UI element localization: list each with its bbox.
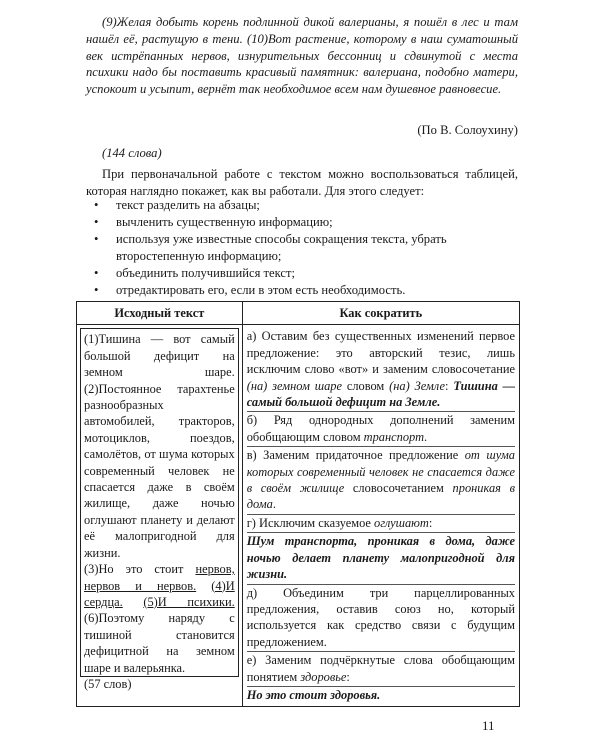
step-c-text: словосочетанием <box>344 481 453 496</box>
step-f-text: е) Заменим подчёркнутые слова обобщающим понятием <box>246 653 515 684</box>
step-text: вычленить существенную информацию; <box>116 215 333 229</box>
step-d-result: Шум транспорта, проникая в дома, даже ночью делает планету малопригодной для жизни. <box>247 533 515 584</box>
lead-paragraph: При первоначальной работе с текстом можно воспользоваться таблицей, которая наглядно покажет, как вы работали. Для этого следует: <box>86 167 518 198</box>
step-a-text: а) Оставим без существенных изменений первое предложение: это авторский тезис, лишь исключим слово «вот» и заменим словосочетание <box>246 329 515 377</box>
bullet-icon: • <box>94 215 99 229</box>
intro-paragraph: (9)Желая добыть корень подлинной дикой валерианы, я пошёл в лес и там нашёл её, растущую в тени. (10)Вот растение, которому в наш суматошный век истрёпанных нервов, изнурительных бессонниц и сдвинутой с места психики надо бы поставить красивый памятник: валериана, подобно матери, успокоит и усыпит, вернёт так необходимое всем нам душевное равновесие. <box>86 15 518 97</box>
source-word-count: (57 слов) <box>84 676 132 691</box>
step-text: текст разделить на абзацы; <box>116 198 260 212</box>
word-count: (144 слова) <box>102 146 162 160</box>
header-source-text: Исходный текст <box>77 302 243 325</box>
list-item <box>86 197 518 214</box>
step-a-text: словом <box>341 378 390 393</box>
step-f-em: здоровье <box>300 669 347 684</box>
step-b-text: б) Ряд однородных дополнений заменим обобщающим словом <box>246 413 515 444</box>
step-text: отредактировать его, если в этом есть необходимость. <box>116 283 406 297</box>
list-item <box>86 214 518 231</box>
step-a <box>247 328 515 412</box>
step-text: используя уже известные способы сокращения текста, убрать второстепенную информацию; <box>116 232 447 263</box>
step-f <box>247 652 515 687</box>
step-b-em: транспорт <box>363 429 425 444</box>
step-d-em: оглушают <box>374 515 429 530</box>
source-text-part-3: (6)Поэтому наряду с тишиной становится дефицитной на земном шаре и валерьянка. <box>84 611 235 675</box>
steps-list <box>86 197 518 299</box>
comparison-table <box>76 301 520 707</box>
step-a-em: (на) <box>246 378 268 393</box>
step-d-text: : <box>428 515 433 530</box>
bullet-icon: • <box>94 266 99 280</box>
bullet-icon: • <box>94 232 99 246</box>
header-how-to-shorten: Как сократить <box>242 302 519 325</box>
underlined-phrase: (5)И психики. <box>143 594 235 609</box>
bullet-icon: • <box>94 198 99 212</box>
step-a-result: Тишина — самый большой дефицит на Земле. <box>246 378 515 410</box>
step-a-text: : <box>445 378 454 393</box>
step-text: объединить получившийся текст; <box>116 266 296 280</box>
shorten-steps-box <box>243 325 519 706</box>
shorten-steps-cell <box>242 325 519 707</box>
source-text-part-1: (1)Тишина — вот самый большой дефицит на земном шаре. (2)Постоянное тарахтенье разнообразных автомобилей, тракторов, мотоциклов, поездов, самолётов, от шума которых современный человек не спасается даже в своём жилище, даже ночью оглушают планету и делают её малопригодной для жизни. <box>84 332 235 560</box>
step-d-text: г) Исключим сказуемое <box>246 515 375 530</box>
step-a-em: земном шаре <box>267 378 342 393</box>
list-item <box>86 265 518 282</box>
table-row <box>77 325 520 707</box>
page-number: 11 <box>482 718 495 733</box>
step-c-text: . <box>272 497 276 512</box>
step-a-em: Земле <box>409 378 446 393</box>
step-b <box>247 412 515 447</box>
step-c-em: проникая в дома <box>246 481 515 512</box>
list-item <box>86 231 518 265</box>
underlined-phrase: нервов, нервов и нервов. <box>84 562 235 593</box>
table-header-row <box>77 302 520 325</box>
step-b-text: . <box>424 429 428 444</box>
step-f-text: : <box>346 669 350 684</box>
source-text-part-2: (3)Но это стоит <box>84 562 196 577</box>
step-a-em: (на) <box>389 378 410 393</box>
source-text-box <box>80 328 239 691</box>
step-e: д) Объединим три парцеллированных предложения, оставив союз но, который используется как средство связи с будущим предложением. <box>247 585 515 653</box>
spacer <box>123 595 144 609</box>
source-text-cell <box>77 325 243 707</box>
step-c <box>247 447 515 515</box>
bullet-icon: • <box>94 283 99 297</box>
step-c-text: в) Заменим придаточное предложение <box>246 448 465 463</box>
author-attribution: (По В. Солоухину) <box>417 123 518 137</box>
list-item <box>86 282 518 299</box>
step-f-result: Но это стоит здоровья. <box>246 687 381 702</box>
step-d <box>247 515 515 533</box>
spacer <box>196 579 211 593</box>
step-c-em: от шума которых современный человек не спасается даже в своём жилище <box>246 448 515 496</box>
underlined-phrase: (4)И сердца. <box>84 578 235 609</box>
